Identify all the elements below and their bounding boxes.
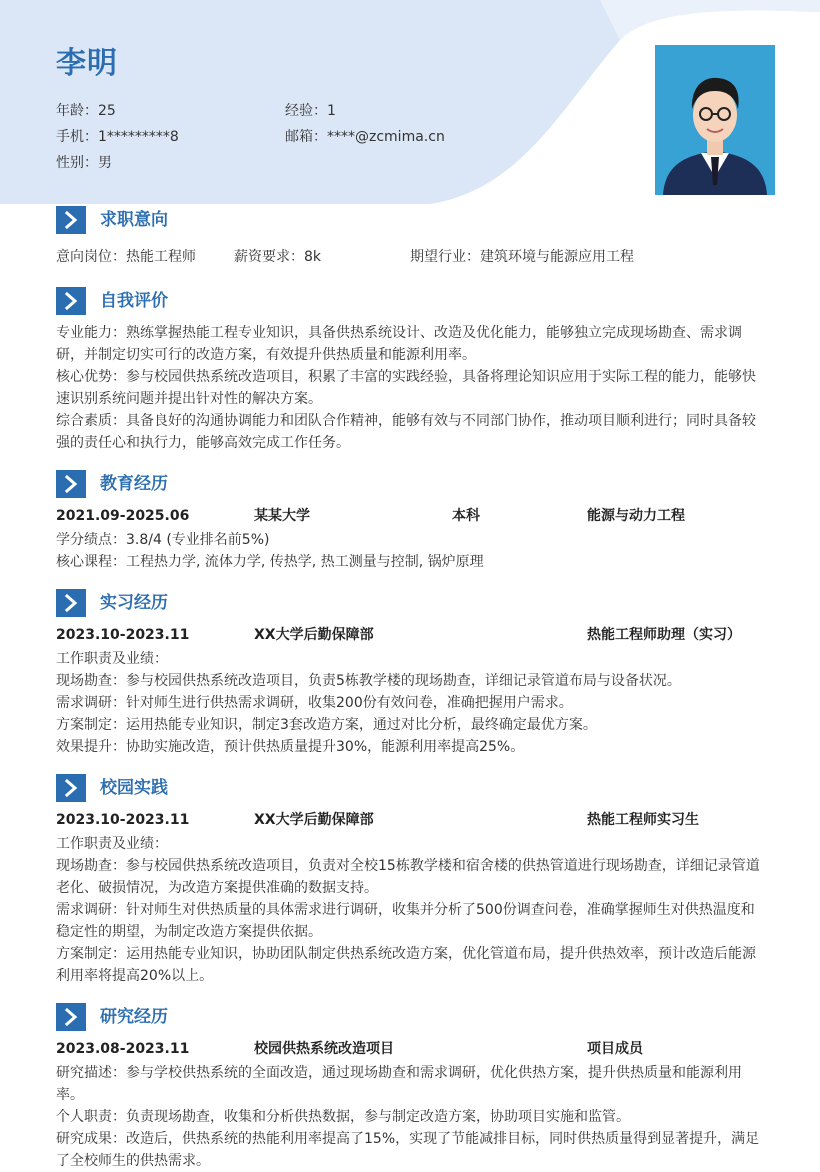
detail-line: 方案制定：运用热能专业知识，制定3套改造方案，通过对比分析，最终确定最优方案。 [56,717,597,733]
school-name: 某某大学 [254,508,310,524]
internship-entry-row [56,624,766,646]
experience-info [285,101,336,121]
candidate-name: 李明 [56,46,118,81]
profile-photo [655,45,775,195]
research-details [56,1062,766,1172]
job-role: 热能工程师实习生 [587,812,699,828]
job-role: 热能工程师助理（实习） [587,627,741,643]
email-label: 邮箱： [285,129,327,145]
detail-line: 工作职责及业绩： [56,651,168,667]
paragraph: 核心优势：参与校园供热系统改造项目，积累了丰富的实践经验，具备将理论知识应用于实际工程的能力，能够快速识别系统问题并提出针对性的解决方案。 [56,369,756,407]
gender-label: 性别： [56,155,98,171]
detail-line: 工作职责及业绩： [56,836,168,852]
internship-details [56,648,766,758]
research-entry-row [56,1038,766,1060]
email-value: ****@zcmima.cn [327,129,445,145]
paragraph: 专业能力：熟练掌握热能工程专业知识，具备供热系统设计、改造及优化能力，能够独立完成现场勘查、需求调研，并制定切实可行的改造方案，有效提升供热质量和能源利用率。 [56,325,742,363]
project-role: 项目成员 [587,1041,643,1057]
experience-value: 1 [327,103,336,119]
detail-line: 个人职责：负责现场勘查，收集和分析供热数据，参与制定改造方案，协助项目实施和监管。 [56,1109,630,1125]
detail-line: 现场勘查：参与校园供热系统改造项目，负责对全校15栋教学楼和宿舍楼的供热管道进行现场勘查，详细记录管道老化、破损情况，为改造方案提供准确的数据支持。 [56,858,760,896]
detail-line: 方案制定：运用热能专业知识，协助团队制定供热系统改造方案，优化管道布局，提升供热效率，预计改造后能源利用率将提高20%以上。 [56,946,756,984]
gender-value: 男 [98,155,112,171]
degree: 本科 [452,508,480,524]
age-label: 年龄： [56,103,98,119]
entry-date: 2023.08-2023.11 [56,1041,190,1057]
detail-line: 研究描述：参与学校供热系统的全面改造，通过现场勘查和需求调研，优化供热方案，提升供热质量和能源利用率。 [56,1065,742,1103]
phone-label: 手机： [56,129,98,145]
expected-industry: 期望行业：建筑环境与能源应用工程 [410,249,634,265]
section-title: 实习经历 [100,593,168,613]
campus-details [56,833,766,987]
salary-expectation: 薪资要求：8k [234,249,322,265]
phone-info [56,127,179,147]
education-details [56,529,766,573]
age-value: 25 [98,103,116,119]
section-title: 教育经历 [100,474,168,494]
education-entry-row [56,505,766,527]
gender-info [56,153,112,173]
entry-date: 2023.10-2023.11 [56,627,190,643]
section-title: 求职意向 [100,210,168,230]
intention-row [56,246,766,268]
age-info [56,101,116,121]
chevron-right-icon [56,774,86,802]
organization: XX大学后勤保障部 [254,812,374,828]
detail-line: 核心课程：工程热力学, 流体力学, 传热学, 热工测量与控制, 锅炉原理 [56,554,484,570]
detail-line: 现场勘查：参与校园供热系统改造项目，负责5栋教学楼的现场勘查，详细记录管道布局与设备状况。 [56,673,681,689]
section-title: 校园实践 [100,778,168,798]
detail-line: 研究成果：改造后，供热系统的热能利用率提高了15%，实现了节能减排目标，同时供热质量得到显著提升，满足了全校师生的供热需求。 [56,1131,760,1169]
project-name: 校园供热系统改造项目 [254,1041,394,1057]
experience-label: 经验： [285,103,327,119]
email-info [285,127,445,147]
paragraph: 综合素质：具备良好的沟通协调能力和团队合作精神，能够有效与不同部门协作，推动项目顺利进行；同时具备较强的责任心和执行力，能够高效完成工作任务。 [56,413,756,451]
section-title: 研究经历 [100,1007,168,1027]
detail-line: 效果提升：协助实施改造，预计供热质量提升30%，能源利用率提高25%。 [56,739,525,755]
chevron-right-icon [56,1003,86,1031]
intended-position: 意向岗位：热能工程师 [56,249,196,265]
chevron-right-icon [56,287,86,315]
organization: XX大学后勤保障部 [254,627,374,643]
detail-line: 学分绩点：3.8/4 (专业排名前5%) [56,532,270,548]
campus-entry-row [56,809,766,831]
chevron-right-icon [56,589,86,617]
self-eval-body [56,322,766,454]
chevron-right-icon [56,206,86,234]
section-title: 自我评价 [100,291,168,311]
major: 能源与动力工程 [587,508,685,524]
entry-date: 2023.10-2023.11 [56,812,190,828]
phone-value: 1*********8 [98,129,179,145]
detail-line: 需求调研：针对师生对供热质量的具体需求进行调研，收集并分析了500份调查问卷，准确掌握师生对供热温度和稳定性的期望，为制定改造方案提供依据。 [56,902,755,940]
detail-line: 需求调研：针对师生进行供热需求调研，收集200份有效问卷，准确把握用户需求。 [56,695,573,711]
chevron-right-icon [56,470,86,498]
entry-date: 2021.09-2025.06 [56,508,190,524]
portrait-illustration [655,45,775,195]
